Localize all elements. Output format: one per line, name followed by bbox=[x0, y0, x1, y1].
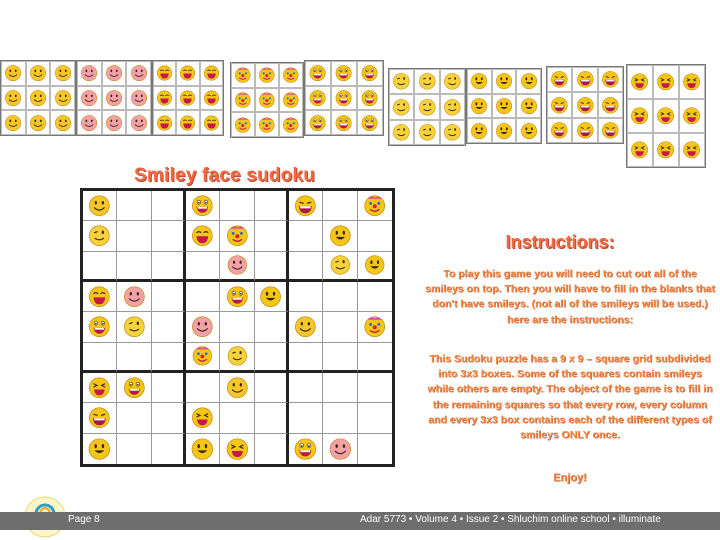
cutout-cell bbox=[653, 133, 679, 167]
pink-smiley-icon bbox=[130, 64, 148, 82]
cutout-group-happy-smiley bbox=[466, 68, 542, 144]
sudoku-cell[interactable] bbox=[255, 373, 289, 403]
cutout-cell bbox=[102, 110, 127, 135]
happy-smiley-icon bbox=[520, 97, 538, 115]
cutout-cell bbox=[467, 94, 492, 119]
grin-big-smiley-icon bbox=[601, 96, 620, 115]
sudoku-cell[interactable] bbox=[255, 252, 289, 282]
grinning-smiley-icon bbox=[360, 64, 379, 82]
cutout-cell bbox=[50, 86, 75, 111]
sudoku-cell bbox=[323, 434, 357, 464]
happy-smiley-icon bbox=[470, 122, 488, 140]
cutout-cell bbox=[389, 94, 414, 119]
cutout-cell bbox=[572, 118, 597, 143]
winking-smiley-icon bbox=[443, 123, 462, 142]
grinning-smiley-icon bbox=[360, 89, 379, 107]
cutout-cell bbox=[1, 110, 26, 135]
winking-smiley-icon bbox=[418, 98, 437, 117]
grin-big-smiley-icon bbox=[601, 121, 620, 140]
grin-big-smiley-icon bbox=[576, 121, 595, 140]
sudoku-cell bbox=[358, 191, 392, 221]
clown-smiley-icon bbox=[282, 66, 300, 84]
sudoku-cell bbox=[186, 343, 220, 373]
sudoku-cell bbox=[220, 343, 254, 373]
classic-smiley-icon bbox=[4, 114, 22, 132]
cutout-cell bbox=[26, 110, 51, 135]
cutout-group-squint-laugh-smiley bbox=[626, 64, 706, 168]
sudoku-cell bbox=[255, 282, 289, 312]
clown-smiley-icon bbox=[282, 91, 300, 109]
cutout-cell bbox=[126, 61, 151, 86]
cutout-cell bbox=[679, 133, 705, 167]
clown-smiley-icon bbox=[234, 66, 252, 84]
laughing-smiley-icon bbox=[189, 224, 216, 247]
laughing-smiley-icon bbox=[86, 285, 113, 308]
sudoku-cell bbox=[289, 434, 323, 464]
pink-smiley-icon bbox=[189, 315, 216, 338]
sudoku-cell[interactable] bbox=[186, 252, 220, 282]
cutout-cell bbox=[331, 86, 357, 111]
grinning-smiley-icon bbox=[308, 89, 327, 107]
squint-laugh-smiley-icon bbox=[630, 103, 649, 129]
cutout-cell bbox=[305, 61, 331, 86]
grinning-smiley-icon bbox=[334, 64, 353, 82]
grin-big-smiley-icon bbox=[86, 406, 113, 429]
sudoku-cell bbox=[289, 191, 323, 221]
happy-smiley-icon bbox=[470, 97, 488, 115]
laughing-smiley-icon bbox=[179, 114, 196, 132]
sudoku-cell[interactable] bbox=[117, 191, 151, 221]
happy-smiley-icon bbox=[361, 254, 388, 276]
classic-smiley-icon bbox=[29, 89, 47, 107]
pink-smiley-icon bbox=[80, 64, 98, 82]
happy-smiley-icon bbox=[520, 122, 538, 140]
cutout-cell bbox=[516, 94, 541, 119]
sudoku-cell bbox=[220, 252, 254, 282]
winking-smiley-icon bbox=[443, 98, 462, 117]
winking-smiley-icon bbox=[392, 72, 411, 91]
cutout-cell bbox=[357, 86, 383, 111]
cutout-cell bbox=[389, 120, 414, 145]
clown-smiley-icon bbox=[234, 116, 252, 134]
cutout-cell bbox=[572, 92, 597, 117]
sudoku-cell[interactable] bbox=[358, 434, 392, 464]
cutout-cell bbox=[627, 65, 653, 99]
cutout-cell bbox=[126, 110, 151, 135]
happy-smiley-icon bbox=[495, 72, 513, 90]
grinning-smiley-icon bbox=[224, 285, 251, 308]
happy-smiley-icon bbox=[520, 72, 538, 90]
sudoku-cell[interactable] bbox=[323, 373, 357, 403]
happy-smiley-icon bbox=[495, 97, 513, 115]
sudoku-cell bbox=[117, 282, 151, 312]
cutout-cell bbox=[153, 110, 176, 135]
clown-smiley-icon bbox=[282, 116, 300, 134]
sudoku-cell[interactable] bbox=[358, 282, 392, 312]
squint-laugh-smiley-icon bbox=[656, 137, 675, 163]
grin-big-smiley-icon bbox=[292, 194, 319, 217]
clown-smiley-icon bbox=[224, 224, 251, 247]
cutout-cell bbox=[627, 133, 653, 167]
winking-smiley-icon bbox=[418, 72, 437, 91]
cutout-cell bbox=[231, 112, 255, 137]
squint-laugh-smiley-icon bbox=[682, 137, 701, 163]
sudoku-cell[interactable] bbox=[289, 403, 323, 433]
cutout-cell bbox=[176, 61, 199, 86]
cutout-cell bbox=[305, 110, 331, 135]
cutout-cell bbox=[598, 67, 623, 92]
sudoku-cell[interactable] bbox=[323, 403, 357, 433]
cutout-cell bbox=[414, 120, 439, 145]
cutout-cell bbox=[572, 67, 597, 92]
laughing-smiley-icon bbox=[203, 64, 220, 82]
page-footer bbox=[0, 512, 720, 530]
cutout-cell bbox=[231, 63, 255, 88]
clown-smiley-icon bbox=[258, 116, 276, 134]
cutout-cell bbox=[126, 86, 151, 111]
sudoku-cell[interactable] bbox=[323, 343, 357, 373]
cutout-cell bbox=[26, 61, 51, 86]
sudoku-cell[interactable] bbox=[358, 373, 392, 403]
cutout-cell bbox=[1, 61, 26, 86]
sudoku-cell[interactable] bbox=[255, 191, 289, 221]
cutout-cell bbox=[440, 69, 465, 94]
cutout-cell bbox=[331, 110, 357, 135]
grinning-smiley-icon bbox=[360, 114, 379, 132]
winking-smiley-icon bbox=[121, 315, 148, 338]
sudoku-cell[interactable] bbox=[152, 221, 186, 251]
cutout-cell bbox=[357, 61, 383, 86]
laughing-smiley-icon bbox=[203, 89, 220, 107]
grinning-smiley-icon bbox=[189, 194, 216, 217]
pink-smiley-icon bbox=[80, 89, 98, 107]
sudoku-cell[interactable] bbox=[152, 403, 186, 433]
sudoku-cell bbox=[323, 252, 357, 282]
clown-smiley-icon bbox=[258, 91, 276, 109]
sudoku-cell bbox=[186, 221, 220, 251]
cutout-group-winking-smiley bbox=[388, 68, 466, 146]
cutout-cell bbox=[440, 94, 465, 119]
sudoku-cell bbox=[186, 312, 220, 342]
cutout-cell bbox=[200, 61, 223, 86]
squint-laugh-smiley-icon bbox=[86, 376, 113, 399]
sudoku-cell bbox=[186, 434, 220, 464]
grinning-smiley-icon bbox=[86, 315, 113, 338]
sudoku-cell bbox=[220, 221, 254, 251]
grin-big-smiley-icon bbox=[550, 121, 569, 140]
grin-big-smiley-icon bbox=[550, 70, 569, 89]
winking-smiley-icon bbox=[392, 123, 411, 142]
cutout-cell bbox=[176, 110, 199, 135]
grin-big-smiley-icon bbox=[576, 70, 595, 89]
sudoku-cell bbox=[323, 221, 357, 251]
footer-page-number: Page 8 bbox=[68, 514, 100, 525]
laughing-smiley-icon bbox=[156, 64, 173, 82]
cutout-cell bbox=[598, 92, 623, 117]
sudoku-cell[interactable] bbox=[220, 403, 254, 433]
sudoku-cell bbox=[220, 373, 254, 403]
classic-smiley-icon bbox=[54, 114, 72, 132]
cutout-cell bbox=[102, 61, 127, 86]
sudoku-cell[interactable] bbox=[255, 434, 289, 464]
cutout-cell bbox=[627, 99, 653, 133]
classic-smiley-icon bbox=[29, 64, 47, 82]
classic-smiley-icon bbox=[224, 376, 251, 399]
sudoku-cell[interactable] bbox=[255, 343, 289, 373]
grinning-smiley-icon bbox=[121, 376, 148, 399]
squint-laugh-smiley-icon bbox=[630, 137, 649, 163]
sudoku-cell bbox=[83, 191, 117, 221]
sudoku-cell[interactable] bbox=[117, 343, 151, 373]
cutout-cell bbox=[492, 94, 517, 119]
sudoku-cell[interactable] bbox=[289, 282, 323, 312]
sudoku-cell[interactable] bbox=[289, 252, 323, 282]
sudoku-cell[interactable] bbox=[255, 221, 289, 251]
sudoku-cell[interactable] bbox=[83, 252, 117, 282]
cutout-cell bbox=[467, 118, 492, 143]
sudoku-cell bbox=[289, 312, 323, 342]
sudoku-cell[interactable] bbox=[152, 252, 186, 282]
sudoku-cell[interactable] bbox=[358, 221, 392, 251]
squint-laugh-smiley-icon bbox=[630, 69, 649, 95]
sudoku-cell bbox=[83, 373, 117, 403]
cutout-cell bbox=[440, 120, 465, 145]
instructions-closing: Enjoy! bbox=[553, 472, 587, 484]
sudoku-cell bbox=[358, 312, 392, 342]
sudoku-cell[interactable] bbox=[186, 282, 220, 312]
cutout-cell bbox=[279, 88, 303, 113]
cutout-cell bbox=[305, 86, 331, 111]
cutout-cell bbox=[653, 65, 679, 99]
cutout-group-pink-smiley bbox=[76, 60, 152, 136]
sudoku-cell[interactable] bbox=[220, 312, 254, 342]
cutout-cell bbox=[1, 86, 26, 111]
happy-smiley-icon bbox=[470, 72, 488, 90]
cutout-cell bbox=[679, 99, 705, 133]
laughing-smiley-icon bbox=[203, 114, 220, 132]
clown-smiley-icon bbox=[189, 345, 216, 367]
page-title: Smiley face sudoku bbox=[134, 165, 316, 186]
sudoku-cell bbox=[117, 373, 151, 403]
sudoku-cell bbox=[83, 434, 117, 464]
sudoku-cell[interactable] bbox=[255, 403, 289, 433]
cutout-cell bbox=[102, 86, 127, 111]
grin-big-smiley-icon bbox=[601, 70, 620, 89]
sudoku-cell[interactable] bbox=[117, 221, 151, 251]
sudoku-cell bbox=[83, 221, 117, 251]
clown-smiley-icon bbox=[361, 194, 388, 217]
instructions-heading: Instructions: bbox=[505, 232, 615, 252]
pink-smiley-icon bbox=[130, 114, 148, 132]
happy-smiley-icon bbox=[258, 285, 283, 308]
sudoku-cell bbox=[83, 282, 117, 312]
sudoku-cell[interactable] bbox=[323, 282, 357, 312]
laughing-smiley-icon bbox=[156, 89, 173, 107]
sudoku-cell bbox=[220, 282, 254, 312]
grin-big-smiley-icon bbox=[576, 96, 595, 115]
cutout-cell bbox=[414, 94, 439, 119]
pink-smiley-icon bbox=[105, 89, 123, 107]
sudoku-cell[interactable] bbox=[117, 434, 151, 464]
sudoku-cell[interactable] bbox=[83, 343, 117, 373]
cutout-cell bbox=[598, 118, 623, 143]
cutout-cell bbox=[467, 69, 492, 94]
sudoku-cell[interactable] bbox=[255, 312, 289, 342]
sudoku-cell[interactable] bbox=[323, 312, 357, 342]
classic-smiley-icon bbox=[4, 89, 22, 107]
sudoku-board bbox=[80, 188, 395, 467]
sudoku-cell[interactable] bbox=[289, 343, 323, 373]
sudoku-cell bbox=[83, 403, 117, 433]
sudoku-cell bbox=[186, 403, 220, 433]
sudoku-cell[interactable] bbox=[358, 343, 392, 373]
cutout-cell bbox=[50, 61, 75, 86]
cutout-cell bbox=[255, 88, 279, 113]
cutout-cell bbox=[279, 63, 303, 88]
happy-smiley-icon bbox=[495, 122, 513, 140]
footer-publication-info: Adar 5773 • Volume 4 • Issue 2 • Shluchim online school • illuminate bbox=[360, 514, 661, 525]
sudoku-cell[interactable] bbox=[117, 252, 151, 282]
sudoku-cell[interactable] bbox=[289, 221, 323, 251]
classic-smiley-icon bbox=[54, 64, 72, 82]
cutout-cell bbox=[255, 112, 279, 137]
winking-smiley-icon bbox=[392, 98, 411, 117]
clown-smiley-icon bbox=[258, 66, 276, 84]
cutout-cell bbox=[231, 88, 255, 113]
cutout-cell bbox=[547, 118, 572, 143]
cutout-group-grin-big-smiley bbox=[546, 66, 624, 144]
grinning-smiley-icon bbox=[292, 437, 319, 461]
cutout-cell bbox=[516, 69, 541, 94]
squint-laugh-smiley-icon bbox=[682, 103, 701, 129]
grinning-smiley-icon bbox=[308, 114, 327, 132]
sudoku-cell[interactable] bbox=[152, 373, 186, 403]
squint-laugh-smiley-icon bbox=[224, 437, 251, 461]
instructions-paragraph-2: This Sudoku puzzle has a 9 x 9 – square grid subdivided into 3x3 boxes. Some of the squares contain smileys while others are empty. The object of the game is to fill in the remaining squares so that every row, every column and every 3x3 box contains each of the different types of smileys ONLY once. bbox=[427, 353, 713, 442]
pink-smiley-icon bbox=[105, 114, 123, 132]
pink-smiley-icon bbox=[224, 254, 251, 276]
classic-smiley-icon bbox=[4, 64, 22, 82]
sudoku-cell[interactable] bbox=[186, 373, 220, 403]
smiley-cutout-strip bbox=[0, 60, 720, 170]
sudoku-cell[interactable] bbox=[220, 191, 254, 221]
sudoku-cell[interactable] bbox=[152, 191, 186, 221]
pink-smiley-icon bbox=[130, 89, 148, 107]
sudoku-cell bbox=[358, 252, 392, 282]
classic-smiley-icon bbox=[54, 89, 72, 107]
sudoku-cell[interactable] bbox=[152, 282, 186, 312]
grinning-smiley-icon bbox=[334, 89, 353, 107]
squint-laugh-smiley-icon bbox=[656, 103, 675, 129]
cutout-cell bbox=[357, 110, 383, 135]
happy-smiley-icon bbox=[189, 437, 216, 461]
cutout-cell bbox=[77, 110, 102, 135]
cutout-cell bbox=[547, 92, 572, 117]
cutout-cell bbox=[331, 61, 357, 86]
cutout-group-laughing-smiley bbox=[152, 60, 224, 136]
sudoku-cell[interactable] bbox=[152, 312, 186, 342]
classic-smiley-icon bbox=[292, 315, 319, 338]
winking-smiley-icon bbox=[418, 123, 437, 142]
cutout-cell bbox=[200, 110, 223, 135]
pink-smiley-icon bbox=[327, 437, 354, 461]
clown-smiley-icon bbox=[361, 315, 388, 338]
cutout-cell bbox=[77, 61, 102, 86]
squint-laugh-smiley-icon bbox=[189, 406, 216, 429]
sudoku-cell bbox=[117, 312, 151, 342]
grin-big-smiley-icon bbox=[550, 96, 569, 115]
pink-smiley-icon bbox=[105, 64, 123, 82]
cutout-cell bbox=[255, 63, 279, 88]
sudoku-cell bbox=[220, 434, 254, 464]
cutout-cell bbox=[492, 69, 517, 94]
sudoku-cell[interactable] bbox=[152, 434, 186, 464]
laughing-smiley-icon bbox=[179, 64, 196, 82]
cutout-group-grinning-smiley bbox=[304, 60, 384, 136]
grinning-smiley-icon bbox=[308, 64, 327, 82]
grinning-smiley-icon bbox=[334, 114, 353, 132]
instructions-paragraph-1: To play this game you will need to cut out all of the smileys on top. Then you will have to fill in the blanks that don't have smileys. (not all of the smileys will be used.) here are the instructions: bbox=[425, 268, 715, 326]
cutout-cell bbox=[547, 67, 572, 92]
cutout-cell bbox=[26, 86, 51, 111]
sudoku-cell bbox=[186, 191, 220, 221]
cutout-cell bbox=[492, 118, 517, 143]
cutout-cell bbox=[653, 99, 679, 133]
winking-smiley-icon bbox=[327, 254, 354, 276]
cutout-cell bbox=[279, 112, 303, 137]
happy-smiley-icon bbox=[327, 224, 354, 247]
laughing-smiley-icon bbox=[156, 114, 173, 132]
cutout-cell bbox=[679, 65, 705, 99]
cutout-cell bbox=[153, 61, 176, 86]
cutout-cell bbox=[153, 86, 176, 111]
cutout-cell bbox=[516, 118, 541, 143]
cutout-cell bbox=[200, 86, 223, 111]
cutout-group-classic-smiley bbox=[0, 60, 76, 136]
cutout-cell bbox=[50, 110, 75, 135]
cutout-cell bbox=[414, 69, 439, 94]
pink-smiley-icon bbox=[80, 114, 98, 132]
squint-laugh-smiley-icon bbox=[656, 69, 675, 95]
sudoku-cell[interactable] bbox=[323, 191, 357, 221]
sudoku-cell[interactable] bbox=[152, 343, 186, 373]
classic-smiley-icon bbox=[86, 194, 113, 217]
sudoku-cell[interactable] bbox=[117, 403, 151, 433]
cutout-cell bbox=[176, 86, 199, 111]
sudoku-cell[interactable] bbox=[289, 373, 323, 403]
winking-smiley-icon bbox=[443, 72, 462, 91]
cutout-cell bbox=[389, 69, 414, 94]
cutout-group-clown-smiley bbox=[230, 62, 304, 138]
cutout-cell bbox=[77, 86, 102, 111]
squint-laugh-smiley-icon bbox=[682, 69, 701, 95]
sudoku-cell bbox=[83, 312, 117, 342]
winking-smiley-icon bbox=[224, 345, 251, 367]
laughing-smiley-icon bbox=[179, 89, 196, 107]
happy-smiley-icon bbox=[86, 437, 113, 461]
pink-smiley-icon bbox=[121, 285, 148, 308]
sudoku-cell[interactable] bbox=[358, 403, 392, 433]
classic-smiley-icon bbox=[29, 114, 47, 132]
clown-smiley-icon bbox=[234, 91, 252, 109]
winking-smiley-icon bbox=[86, 224, 113, 247]
